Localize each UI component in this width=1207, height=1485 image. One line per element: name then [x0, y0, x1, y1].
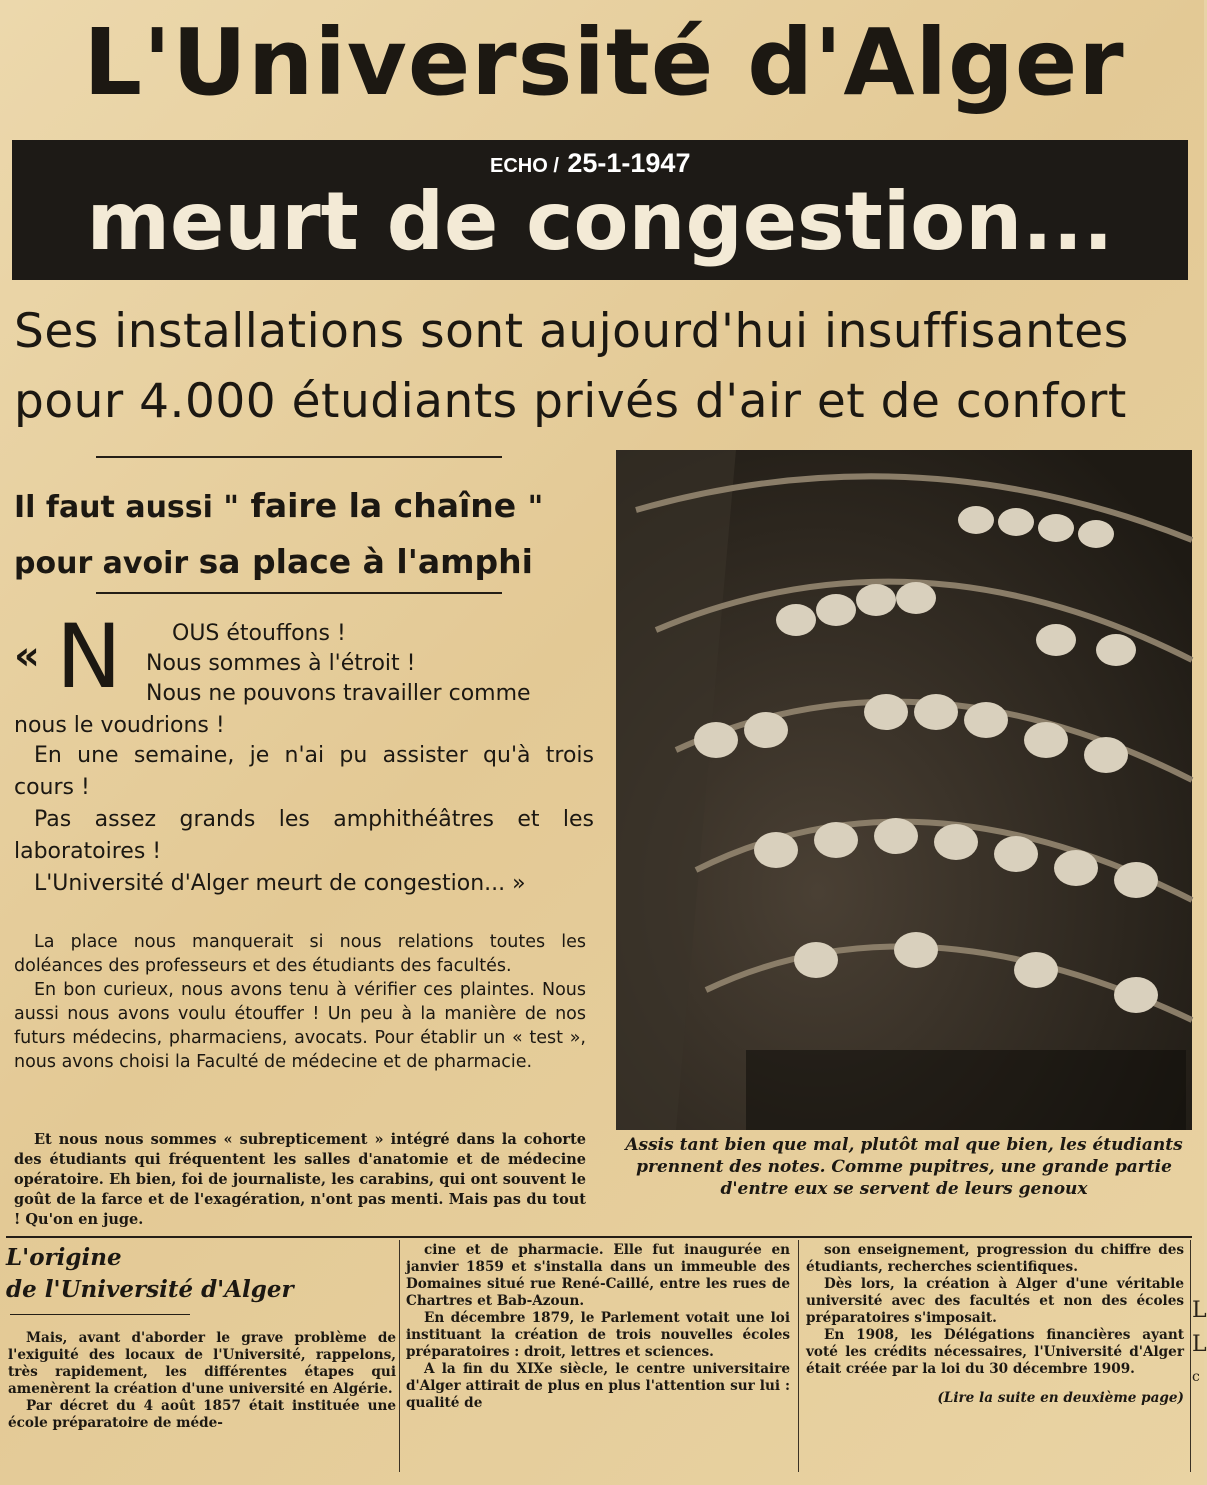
section-rule [6, 1236, 1192, 1238]
subheadline-line-1: Ses installations sont aujourd'hui insuffisantes [14, 304, 1129, 359]
lead-line: OUS étouffons ! [172, 621, 346, 646]
column-paragraph: A la fin du XIXe siècle, le centre universitaire d'Alger attirait de plus en plus l'attention sur lui : qualité de [406, 1361, 790, 1411]
photo-illustration [616, 450, 1192, 1130]
intro-body [14, 930, 586, 1074]
headline-line-1: L'Université d'Alger [83, 9, 1125, 116]
continuation-note: (Lire la suite en deuxième page) [937, 1390, 1184, 1406]
kicker-text: pour avoir [14, 546, 199, 581]
lead-line: nous le voudrions ! [14, 713, 225, 738]
kicker-line-2 [14, 540, 604, 586]
column-paragraph: En 1908, les Délégations financières ayant voté les crédits nécessaires, l'Université d'Alger était créée par la loi du 30 décembre 1909. [806, 1327, 1184, 1377]
bold-paragraph: Et nous nous sommes « subrepticement » intégré dans la cohorte des étudiants qui fréquentent les salles d'anatomie et de médecine opératoire. Eh bien, foi de journaliste, les carabins, qui ont souvent le goût de la farce et de l'exagération, n'ont pas menti. Mais pas du tout ! Qu'on en juge. [14, 1131, 586, 1228]
column-divider [798, 1240, 799, 1472]
adjacent-column-fragment: L [1192, 1332, 1207, 1357]
body-paragraph: En bon curieux, nous avons tenu à vérifier ces plaintes. Nous aussi nous avons voulu étouffer ! Un peu à la manière de nos futurs médecins, pharmaciens, avocats. Pour établir un « test », nous avons choisi la Faculté de médecine et de pharmacie. [14, 980, 586, 1072]
kicker-emphasis: sa place à l'amphi [198, 542, 533, 581]
section-title-line: de l'Université d'Alger [6, 1276, 294, 1303]
drop-cap: N [56, 605, 122, 708]
open-quote: « [14, 633, 40, 679]
column-paragraph: son enseignement, progression du chiffre des étudiants, recherches scientifiques. [806, 1242, 1184, 1275]
lead-line: Nous sommes à l'étroit ! [146, 651, 416, 676]
lead-paragraph: Pas assez grands les amphithéâtres et les laboratoires ! [14, 807, 594, 864]
column-paragraph: Mais, avant d'aborder le grave problème de l'exiguité des locaux de l'Université, rappelons, très rapidement, les différentes étapes qui amenèrent la création d'une université en Algérie. [8, 1330, 396, 1397]
column-paragraph: cine et de pharmacie. Elle fut inaugurée en janvier 1859 et s'installa dans un immeuble des Domaines situé rue René-Caillé, entre les rues de Chartres et Bab-Azoun. [406, 1242, 790, 1309]
column-divider [399, 1240, 400, 1472]
column-1 [8, 1330, 396, 1432]
stamp-source: ECHO / [490, 155, 559, 177]
column-divider [1190, 1240, 1191, 1472]
column-3 [806, 1242, 1184, 1407]
lead-paragraph: L'Université d'Alger meurt de congestion... » [34, 871, 526, 896]
photo-caption: Assis tant bien que mal, plutôt mal que bien, les étudiants prennent des notes. Comme pupitres, une grande partie d'entre eux se servent de leurs genoux [625, 1135, 1183, 1199]
column-paragraph: Par décret du 4 août 1857 était instituée une école préparatoire de méde- [8, 1398, 396, 1431]
lead-continued [14, 740, 594, 900]
adjacent-column-fragment: c [1192, 1369, 1200, 1385]
body-paragraph: La place nous manquerait si nous relations toutes les doléances des professeurs et des étudiants des facultés. [14, 932, 586, 976]
section-underline [10, 1314, 190, 1315]
headline-line-2: meurt de congestion... [86, 175, 1114, 268]
lead-paragraph: En une semaine, je n'ai pu assister qu'à trois cours ! [14, 743, 594, 800]
stamp-date: 25-1-1947 [567, 148, 691, 178]
column-paragraph: En décembre 1879, le Parlement votait une loi instituant la création de trois nouvelles écoles préparatoires : droit, lettres et sciences. [406, 1310, 790, 1360]
kicker-text: " [527, 490, 544, 525]
lead-line: Nous ne pouvons travailler comme [146, 681, 531, 706]
kicker-line-1 [14, 484, 604, 530]
section-title [6, 1242, 396, 1306]
subheadline-line-2: pour 4.000 étudiants privés d'air et de confort [14, 374, 1127, 429]
divider-rule [96, 456, 502, 458]
column-paragraph: Dès lors, la création à Alger d'une véritable université avec des facultés et non des écoles préparatoires s'imposait. [806, 1276, 1184, 1326]
adjacent-column-fragment: L [1192, 1298, 1207, 1323]
kicker-emphasis: faire la chaîne [239, 486, 528, 525]
column-2 [406, 1242, 790, 1412]
lecture-hall-photo [616, 450, 1192, 1130]
section-title-line: L'origine [6, 1244, 122, 1271]
divider-rule [96, 592, 502, 594]
kicker-text: Il faut aussi " [14, 490, 239, 525]
